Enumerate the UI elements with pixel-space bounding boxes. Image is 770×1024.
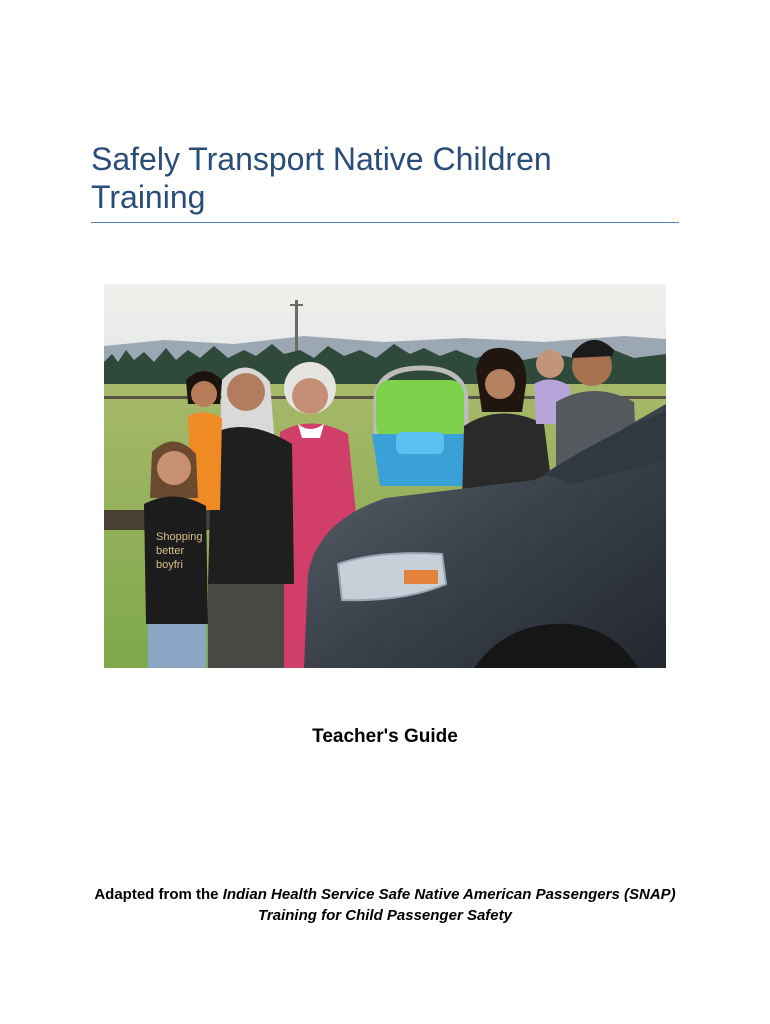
adaptation-credit [60, 884, 710, 926]
svg-text:better: better [156, 545, 185, 557]
shirt-text: Shopping [156, 531, 203, 543]
title-line-2: Training [91, 179, 206, 215]
svg-text:boyfri: boyfri [156, 559, 183, 571]
document-title [91, 140, 691, 216]
credit-source-line-2: Training for Child Passenger Safety [258, 907, 512, 924]
credit-prefix: Adapted from the [94, 886, 223, 903]
infant-car-seat [372, 368, 470, 486]
guide-subtitle: Teacher's Guide [312, 726, 458, 747]
cover-photo [104, 284, 666, 668]
title-underline [91, 222, 679, 223]
title-line-1: Safely Transport Native Children [91, 141, 552, 177]
credit-source-line-1: Indian Health Service Safe Native American Passengers (SNAP) [222, 886, 676, 903]
family-car-seat-photo [104, 284, 666, 668]
